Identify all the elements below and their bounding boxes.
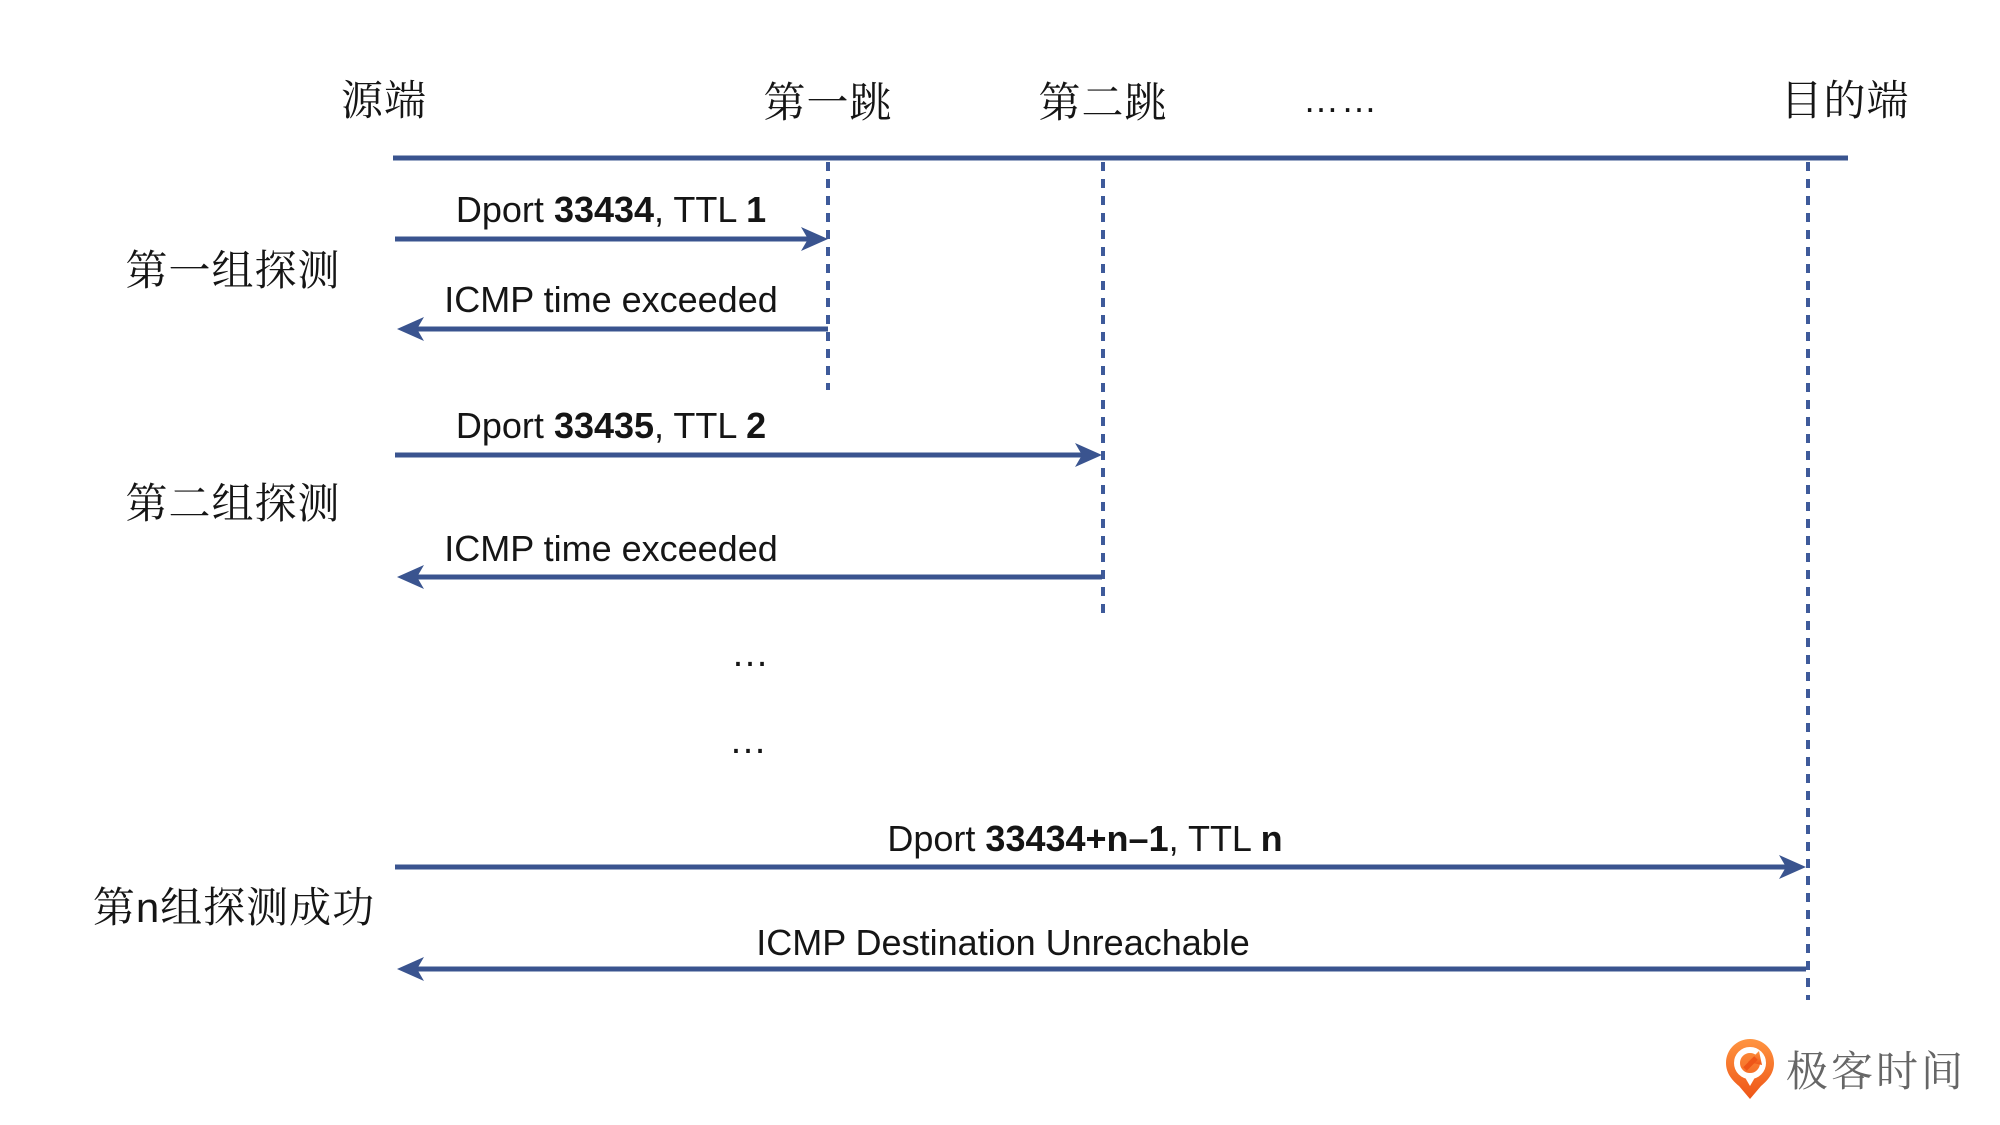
header-more-hops-ellipsis: …… <box>1303 79 1379 121</box>
sequence-ellipsis-2: … <box>729 720 771 763</box>
group1-request-port: 33434 <box>553 189 655 231</box>
group1-request-ttl: 1 <box>746 189 767 231</box>
geektime-logo-text: 极客时间 <box>1786 1048 1967 1095</box>
groupN-request-mid: , TTL <box>1168 818 1261 860</box>
header-destination: 目的端 <box>1780 76 1910 124</box>
group1-request-prefix: Dport <box>455 189 554 231</box>
group1-label: 第一组探测 <box>125 246 341 294</box>
group2-request-label <box>456 406 766 446</box>
groupN-request-prefix: Dport <box>887 818 986 860</box>
groupN-label: 第n组探测成功 <box>92 883 376 931</box>
geektime-pin-icon <box>1725 1038 1775 1100</box>
header-source: 源端 <box>340 76 428 124</box>
group1-request-label <box>456 190 766 230</box>
sequence-ellipsis-1: … <box>731 633 773 676</box>
group2-request-port: 33435 <box>553 405 655 447</box>
header-hop2: 第二跳 <box>1038 78 1168 126</box>
group2-request-ttl: 2 <box>746 405 767 447</box>
group2-reply-label: ICMP time exceeded <box>444 528 778 570</box>
group2-label: 第二组探测 <box>125 479 341 527</box>
groupN-reply-label: ICMP Destination Unreachable <box>756 922 1250 964</box>
group1-request-mid: , TTL <box>654 189 747 231</box>
header-hop1: 第一跳 <box>763 78 893 126</box>
geektime-logo <box>1725 1038 1966 1100</box>
groupN-request-port: 33434+n–1 <box>985 818 1169 860</box>
group2-request-mid: , TTL <box>654 405 747 447</box>
group2-request-prefix: Dport <box>455 405 554 447</box>
groupN-request-ttl: n <box>1260 818 1283 860</box>
groupN-request-label <box>887 819 1282 859</box>
group1-reply-label: ICMP time exceeded <box>444 279 778 321</box>
